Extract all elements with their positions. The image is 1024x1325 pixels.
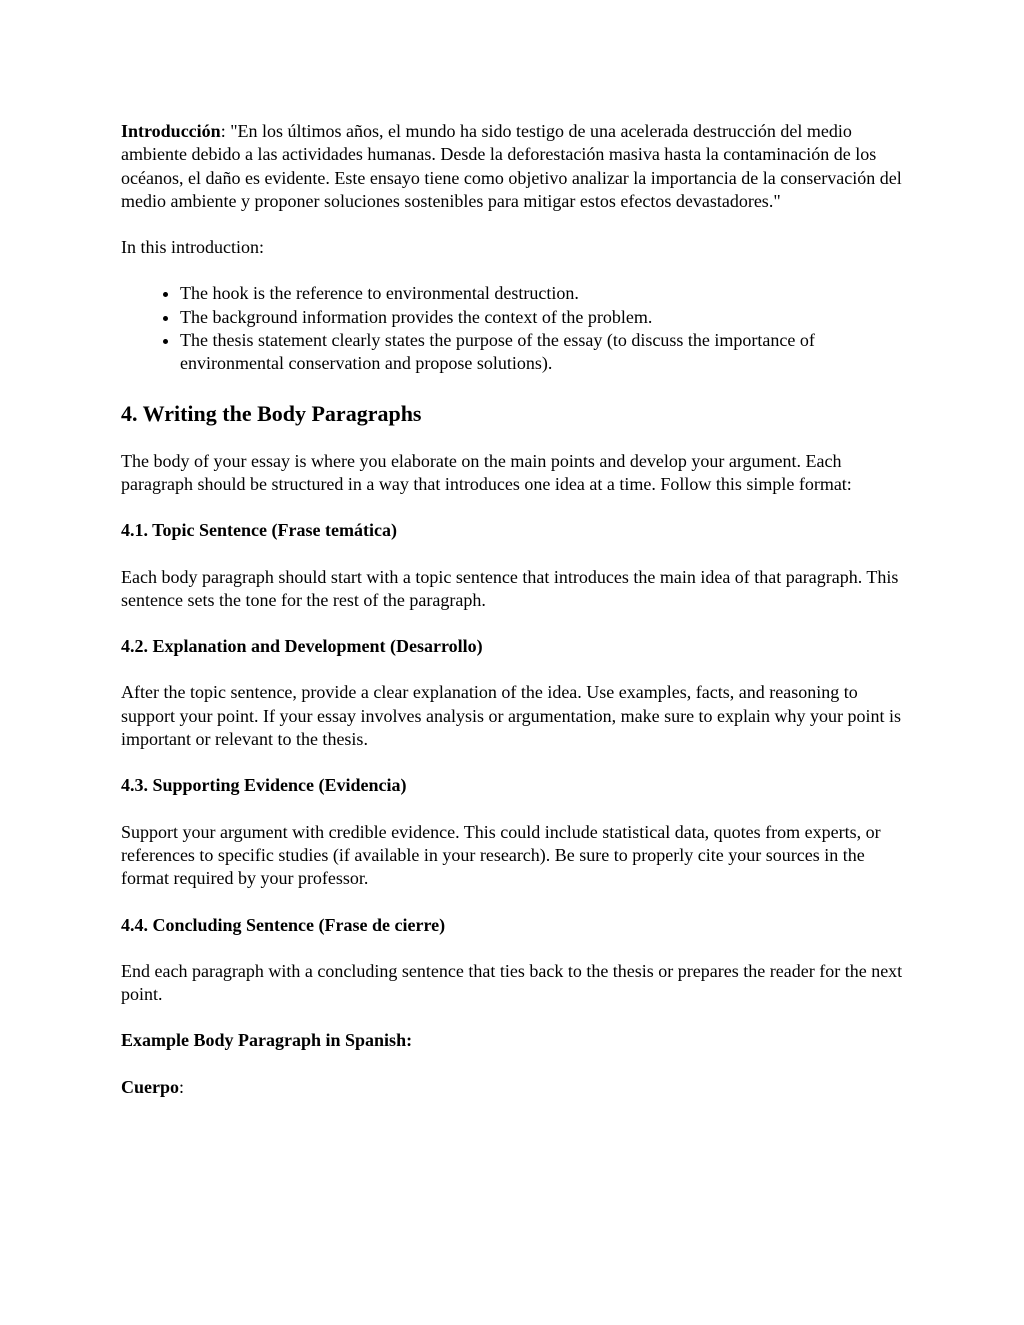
concluding-paragraph: End each paragraph with a concluding sentence that ties back to the thesis or prepares the reader for the next point. <box>121 960 903 1005</box>
intro-bullet-list <box>121 282 906 375</box>
list-item: • The hook is the reference to environmental destruction. <box>180 282 906 305</box>
cuerpo-label: Cuerpo <box>121 1076 179 1097</box>
intro-separator: : <box>220 121 226 141</box>
cuerpo-line <box>121 1076 906 1099</box>
intro-paragraph <box>121 120 906 213</box>
subsection-heading-concluding: 4.4. Concluding Sentence (Frase de cierre) <box>121 914 446 935</box>
intro-label: Introducción <box>121 121 221 141</box>
document-page <box>121 120 906 1122</box>
cuerpo-separator: : <box>179 1076 185 1097</box>
subsection-heading-evidence: 4.3. Supporting Evidence (Evidencia) <box>121 775 407 796</box>
evidence-paragraph: Support your argument with credible evidence. This could include statistical data, quotes from experts, or references to specific studies (if available in your research). Be sure to properly cite your sources in the format required by your professor. <box>121 821 881 889</box>
section-intro-paragraph: The body of your essay is where you elaborate on the main points and develop your argument. Each paragraph should be structured in a way that introduces one idea at a time. Follow this simple format: <box>121 450 852 494</box>
intro-text: "En los últimos años, el mundo ha sido testigo de una acelerada destrucción del medio ambiente debido a las actividades humanas. Desde la deforestación masiva hasta la contaminación de los océanos, el daño es evidente. Este ensayo tiene como objetivo analizar la importancia de la conservación del medio ambiente y proponer soluciones sostenibles para mitigar estos efectos devastadores." <box>121 121 902 211</box>
topic-sentence-paragraph: Each body paragraph should start with a topic sentence that introduces the main idea of that paragraph. This sentence sets the tone for the rest of the paragraph. <box>121 566 899 610</box>
in-this-introduction: In this introduction: <box>121 237 264 258</box>
list-item: • The background information provides the context of the problem. <box>180 306 906 329</box>
list-item: • The thesis statement clearly states the purpose of the essay (to discuss the importance of environmental conservation and propose solutions). <box>180 329 906 376</box>
subsection-heading-topic-sentence: 4.1. Topic Sentence (Frase temática) <box>121 520 397 541</box>
example-heading: Example Body Paragraph in Spanish: <box>121 1030 413 1051</box>
subsection-heading-explanation: 4.2. Explanation and Development (Desarrollo) <box>121 636 483 657</box>
explanation-paragraph: After the topic sentence, provide a clear explanation of the idea. Use examples, facts, and reasoning to support your point. If your essay involves analysis or argumentation, make sure to explain why your point is important or relevant to the thesis. <box>121 682 902 750</box>
section-heading: 4. Writing the Body Paragraphs <box>121 400 422 426</box>
